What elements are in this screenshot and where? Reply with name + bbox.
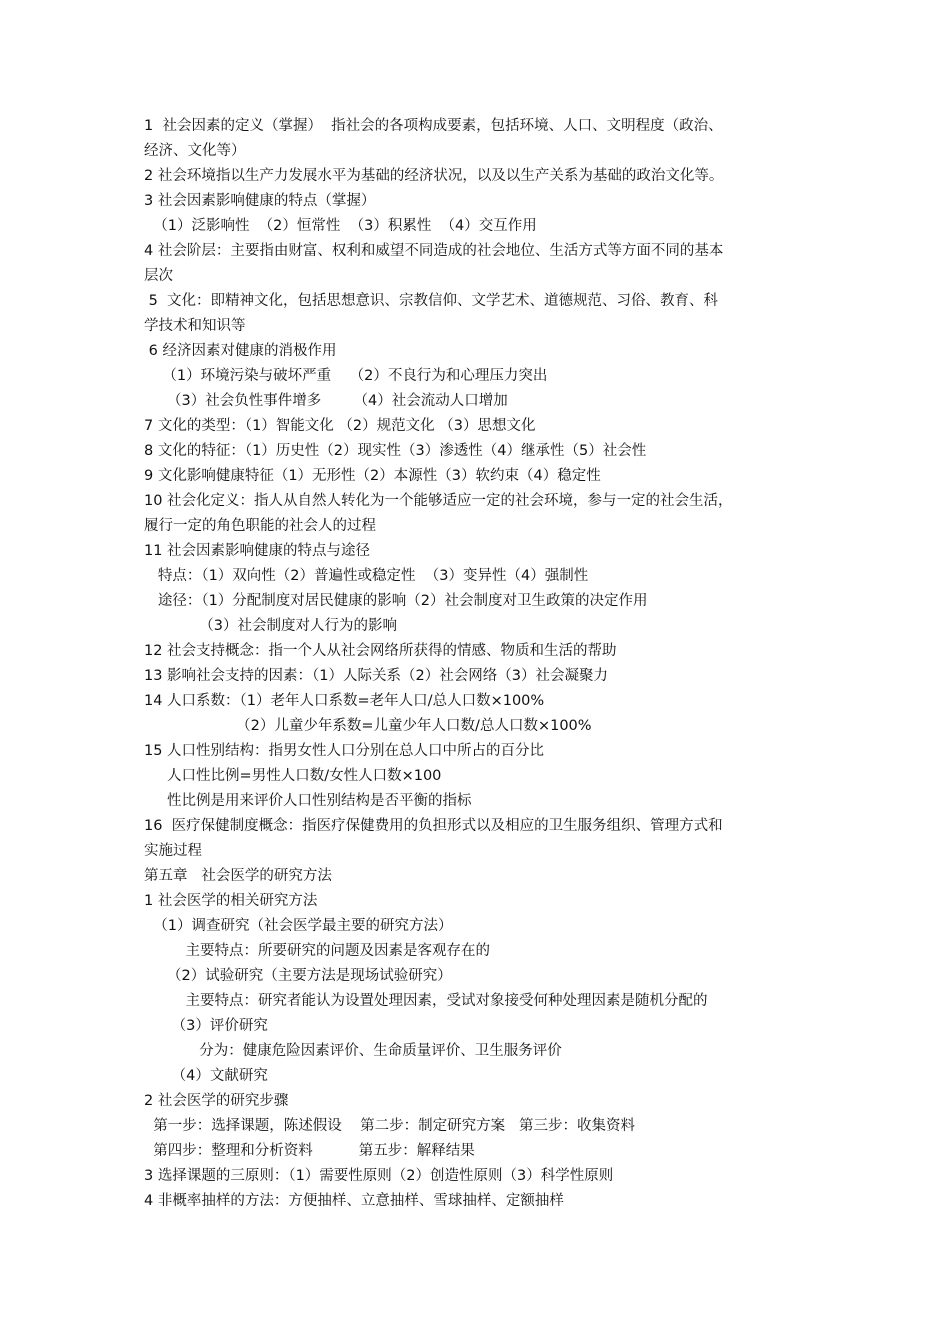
text-line: （1）调查研究（社会医学最主要的研究方法）: [144, 918, 453, 934]
text-line: 实施过程: [144, 843, 202, 859]
text-line: 12 社会支持概念：指一个人从社会网络所获得的情感、物质和生活的帮助: [144, 643, 617, 659]
text-line: 13 影响社会支持的因素：（1）人际关系（2）社会网络（3）社会凝聚力: [144, 668, 608, 684]
text-line: 6 经济因素对健康的消极作用: [144, 343, 337, 359]
text-line: 2 社会环境指以生产力发展水平为基础的经济状况，以及以生产关系为基础的政治文化等。: [144, 168, 724, 184]
text-line: 1 社会医学的相关研究方法: [144, 893, 318, 909]
text-line: 第四步：整理和分析资料 第五步：解释结果: [144, 1143, 475, 1159]
text-line: 主要特点：研究者能认为设置处理因素，受试对象接受何种处理因素是随机分配的: [144, 993, 708, 1009]
text-line: （4）文献研究: [144, 1068, 268, 1084]
text-line: 学技术和知识等: [144, 318, 246, 334]
text-line: （1）泛影响性 （2）恒常性 （3）积累性 （4）交互作用: [144, 218, 537, 234]
text-line: 10 社会化定义：指人从自然人转化为一个能够适应一定的社会环境，参与一定的社会生活，: [144, 493, 733, 509]
document-body: [144, 114, 824, 1214]
text-line: （3）社会负性事件增多 （4）社会流动人口增加: [144, 393, 508, 409]
text-line: （1）环境污染与破坏严重 （2）不良行为和心理压力突出: [144, 368, 548, 384]
text-line: 14 人口系数：（1）老年人口系数=老年人口/总人口数×100%: [144, 693, 545, 709]
text-line: 层次: [144, 268, 173, 284]
text-line: 1 社会因素的定义（掌握） 指社会的各项构成要素，包括环境、人口、文明程度（政治、: [144, 118, 723, 134]
text-line: 9 文化影响健康特征（1）无形性（2）本源性（3）软约束（4）稳定性: [144, 468, 601, 484]
text-line: 5 文化：即精神文化，包括思想意识、宗教信仰、文学艺术、道德规范、习俗、教育、科: [144, 293, 719, 309]
text-line: 16 医疗保健制度概念：指医疗保健费用的负担形式以及相应的卫生服务组织、管理方式和: [144, 818, 723, 834]
text-line: 11 社会因素影响健康的特点与途径: [144, 543, 371, 559]
text-line: 特点：（1）双向性（2）普遍性或稳定性 （3）变异性（4）强制性: [144, 568, 589, 584]
text-line: 4 社会阶层：主要指由财富、权利和威望不同造成的社会地位、生活方式等方面不同的基本: [144, 243, 724, 259]
text-line: 履行一定的角色职能的社会人的过程: [144, 518, 376, 534]
text-line: 3 社会因素影响健康的特点（掌握）: [144, 193, 376, 209]
text-line: 第一步：选择课题，陈述假设 第二步：制定研究方案 第三步：收集资料: [144, 1118, 635, 1134]
text-line: 人口性比例=男性人口数/女性人口数×100: [144, 768, 442, 784]
text-line: 8 文化的特征：（1）历史性（2）现实性（3）渗透性（4）继承性（5）社会性: [144, 443, 647, 459]
text-line: 主要特点：所要研究的问题及因素是客观存在的: [144, 943, 490, 959]
text-line: 经济、文化等）: [144, 143, 246, 159]
text-line: （2）试验研究（主要方法是现场试验研究）: [144, 968, 452, 984]
text-line: （3）评价研究: [144, 1018, 268, 1034]
text-line: （2）儿童少年系数=儿童少年人口数/总人口数×100%: [144, 718, 592, 734]
text-line: 途径：（1）分配制度对居民健康的影响（2）社会制度对卫生政策的决定作用: [144, 593, 648, 609]
text-line: 第五章 社会医学的研究方法: [144, 868, 332, 884]
text-line: 分为：健康危险因素评价、生命质量评价、卫生服务评价: [144, 1043, 562, 1059]
text-line: 15 人口性别结构：指男女性人口分别在总人口中所占的百分比: [144, 743, 545, 759]
text-line: 4 非概率抽样的方法：方便抽样、立意抽样、雪球抽样、定额抽样: [144, 1193, 564, 1209]
text-line: （3）社会制度对人行为的影响: [144, 618, 398, 634]
text-line: 3 选择课题的三原则：（1）需要性原则（2）创造性原则（3）科学性原则: [144, 1168, 614, 1184]
text-line: 性比例是用来评价人口性别结构是否平衡的指标: [144, 793, 472, 809]
text-line: 2 社会医学的研究步骤: [144, 1093, 289, 1109]
text-line: 7 文化的类型：（1）智能文化 （2）规范文化 （3）思想文化: [144, 418, 536, 434]
